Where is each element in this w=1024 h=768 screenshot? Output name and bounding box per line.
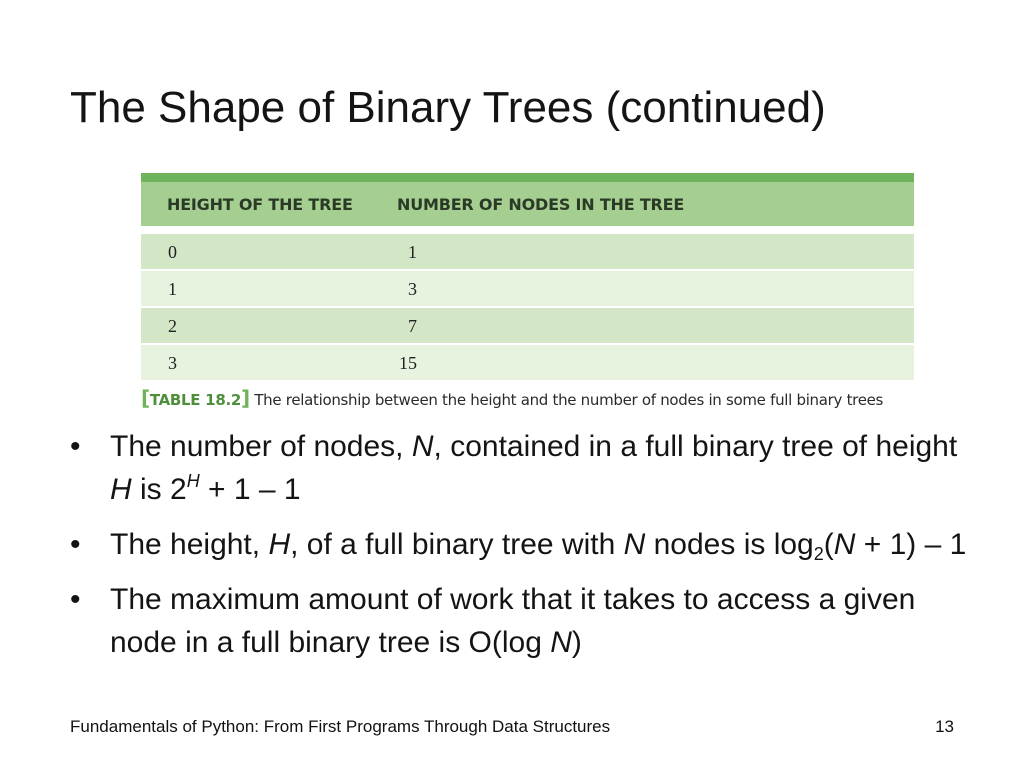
table-row (141, 234, 914, 269)
caption-label: TABLE 18.2 (149, 391, 241, 409)
nodes-table (141, 173, 914, 380)
caption-bracket-close: ] (241, 386, 250, 410)
header-nodes: NUMBER OF NODES IN THE TREE (397, 195, 685, 214)
table-row (141, 269, 914, 306)
caption-text: The relationship between the height and the number of nodes in some full binary trees (254, 391, 884, 409)
header-height: HEIGHT OF THE TREE (167, 195, 353, 214)
slide-title: The Shape of Binary Trees (continued) (70, 83, 826, 132)
bullet-dot: • (70, 528, 81, 561)
bullet-dot: • (70, 430, 81, 463)
table-header-row (141, 182, 914, 226)
cell-nodes: 15 (399, 353, 417, 373)
bullet-item: • The number of nodes, N, contained in a full binary tree of height H is $2^H + 1 - 1$ (70, 425, 970, 511)
cell-height: 3 (168, 353, 177, 373)
bullet-dot: • (70, 583, 81, 616)
table-row (141, 343, 914, 380)
caption-bracket-open: [ (141, 386, 150, 410)
cell-height: 0 (168, 242, 177, 262)
cell-nodes: 7 (408, 316, 417, 336)
bullet-list (70, 425, 970, 676)
table-row (141, 306, 914, 343)
bullet-item: • The maximum amount of work that it takes to access a given node in a full binary tree is O(log N) (70, 578, 970, 664)
page-number: 13 (935, 717, 954, 736)
cell-nodes: 3 (408, 279, 417, 299)
cell-nodes: 1 (408, 242, 417, 262)
bullet-item: • The height, H, of a full binary tree with N nodes is $\log_2(N + 1) - 1$ (70, 523, 970, 566)
table-top-bar (141, 173, 914, 182)
slide-footer: Fundamentals of Python: From First Programs Through Data Structures (70, 717, 611, 736)
cell-height: 1 (168, 279, 177, 299)
cell-height: 2 (168, 316, 177, 336)
table-caption (141, 386, 883, 410)
